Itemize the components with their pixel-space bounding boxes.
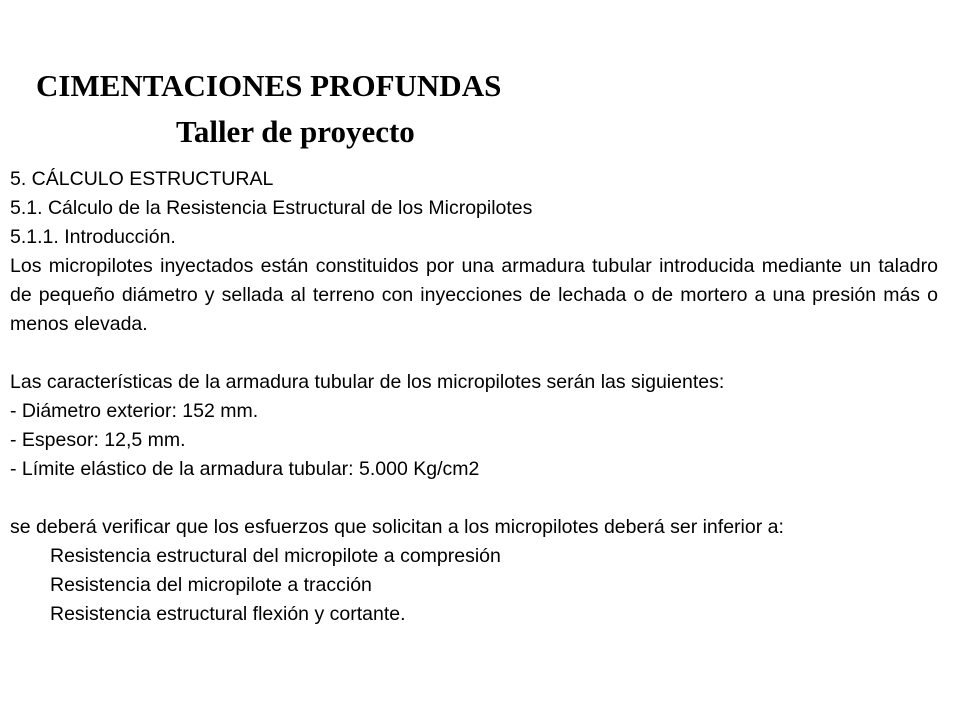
spacer <box>10 339 938 368</box>
characteristic-item: - Espesor: 12,5 mm. <box>10 429 186 451</box>
bullet-text: Resistencia estructural del micropilote a compresión <box>50 545 501 567</box>
verify-paragraph: se deberá verificar que los esfuerzos que solicitan a los micropilotes deberá ser inferior a: <box>10 516 784 538</box>
characteristic-item: - Diámetro exterior: 152 mm. <box>10 400 259 422</box>
bullet-text: Resistencia del micropilote a tracción <box>50 574 372 596</box>
bullet-item <box>10 542 938 571</box>
bullet-item <box>10 600 938 629</box>
slide-title: CIMENTACIONES PROFUNDAS <box>36 68 502 103</box>
subsection-heading: 5.1. Cálculo de la Resistencia Estructural de los Micropilotes <box>10 197 533 219</box>
slide-subtitle: Taller de proyecto <box>176 114 415 149</box>
bullet-text: Resistencia estructural flexión y cortante. <box>50 603 406 625</box>
subsubsection-heading: 5.1.1. Introducción. <box>10 226 176 248</box>
section-heading: 5. CÁLCULO ESTRUCTURAL <box>10 168 274 190</box>
intro-paragraph: Los micropilotes inyectados están constituidos por una armadura tubular introducida mediante un taladro de pequeño diámetro y sellada al terreno con inyecciones de lechada o de mortero a una presión más o menos elevada. <box>10 255 938 335</box>
characteristic-item: - Límite elástico de la armadura tubular: 5.000 Kg/cm2 <box>10 458 480 480</box>
spacer <box>10 484 938 513</box>
bullet-item <box>10 571 938 600</box>
slide-body <box>10 165 938 629</box>
characteristics-intro: Las características de la armadura tubular de los micropilotes serán las siguientes: <box>10 371 725 393</box>
